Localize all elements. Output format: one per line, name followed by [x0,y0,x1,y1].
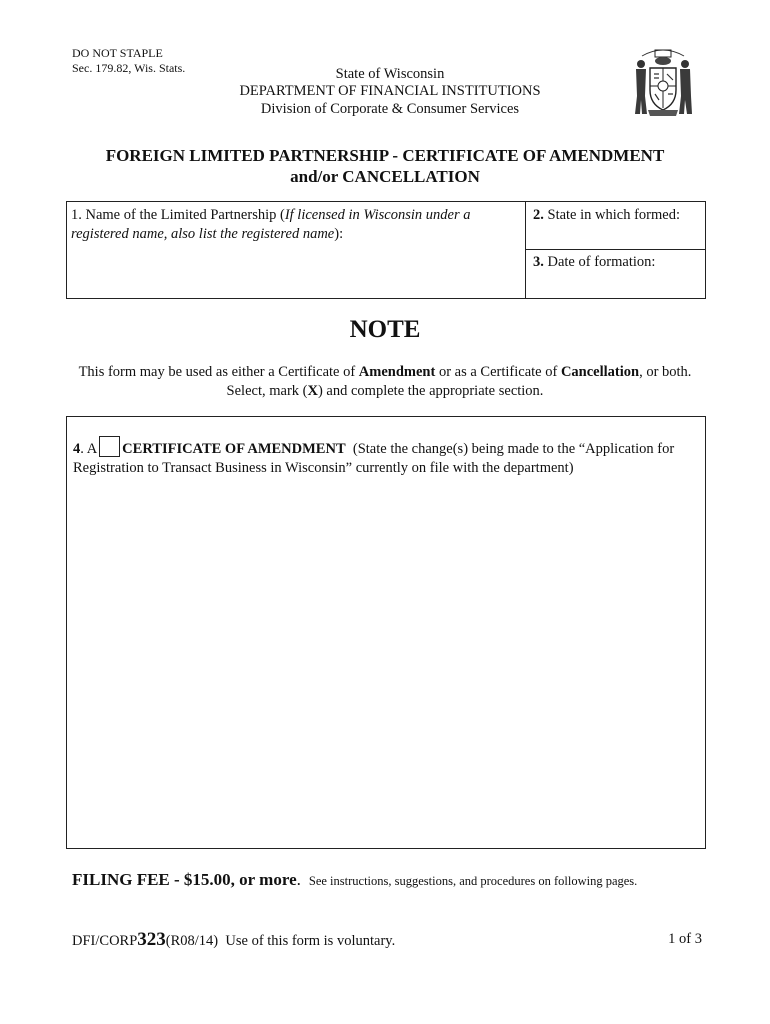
department-name: DEPARTMENT OF FINANCIAL INSTITUTIONS [239,83,541,99]
filing-fee-instructions: See instructions, suggestions, and procedures on following pages. [308,874,638,888]
filing-fee-amount: FILING FEE - $15.00, or more [72,870,297,889]
form-title-line1: FOREIGN LIMITED PARTNERSHIP - CERTIFICATE OF AMENDMENT [105,146,665,165]
filing-fee-line: FILING FEE - $15.00, or more. See instructions, suggestions, and procedures on following pages. [72,870,638,889]
field3-label: 3. Date of formation: [533,254,656,270]
wisconsin-seal-icon [628,44,698,118]
form-title-line2: and/or CANCELLATION [290,167,480,186]
amendment-checkbox[interactable] [99,436,120,457]
note-heading: NOTE [349,316,421,343]
partnership-name-field[interactable] [67,222,525,298]
date-formation-field[interactable] [526,272,705,298]
form-footer-id: DFI/CORP323(R08/14) Use of this form is voluntary. [72,929,396,950]
field1-label: 1. Name of the Limited Partnership (If licensed in Wisconsin under a registered name, also list the registered name): [71,207,471,242]
page-number: 1 of 3 [668,931,702,947]
do-not-staple-note: DO NOT STAPLE [72,46,163,60]
state-name: State of Wisconsin [335,66,445,82]
division-name: Division of Corporate & Consumer Services [260,101,520,117]
section4-text: 4. A CERTIFICATE OF AMENDMENT (State the change(s) being made to the “Application for Registration to Transact Business in Wisconsin” currently on file with the department) [73,436,699,478]
amendment-section-box [66,416,706,849]
amendment-details-field[interactable] [67,479,705,848]
statute-reference: Sec. 179.82, Wis. Stats. [72,61,186,75]
state-formed-field[interactable] [526,224,705,248]
row-divider [525,249,705,250]
partnership-info-box [66,201,706,299]
note-text: This form may be used as either a Certificate of Amendment or as a Certificate of Cancellation, or both. Select, mark (X) and complete the appropriate section. [78,364,692,399]
field2-label: 2. State in which formed: [533,207,680,223]
